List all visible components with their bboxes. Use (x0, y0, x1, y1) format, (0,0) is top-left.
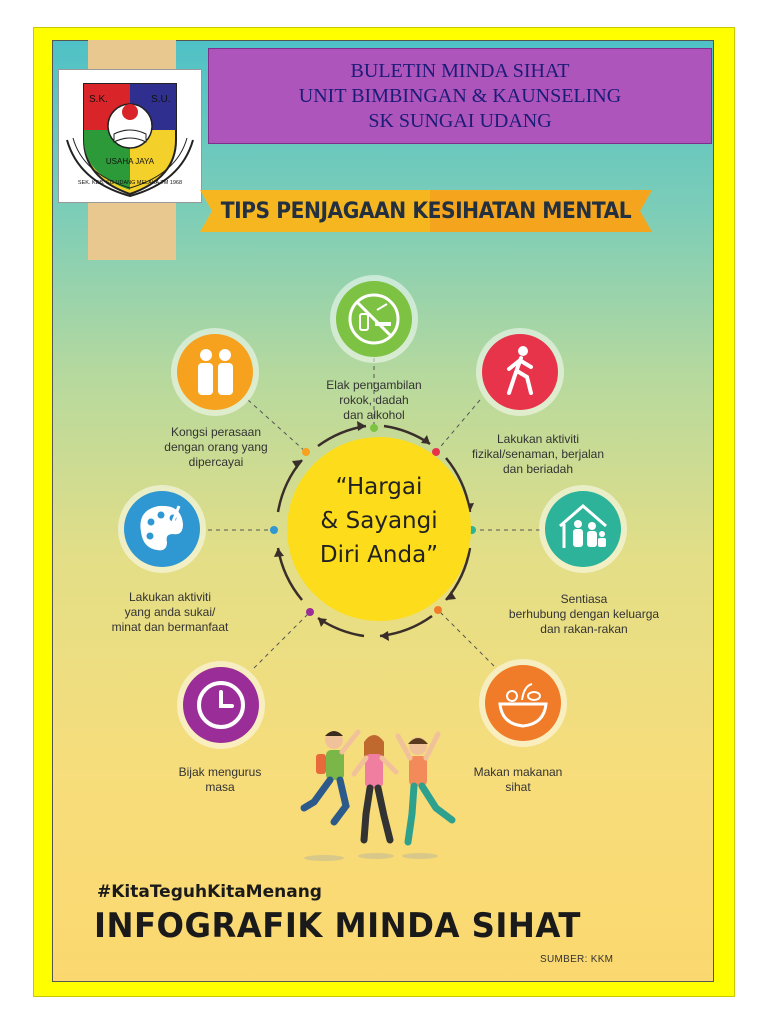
tip-6-line-1: dengan orang yang (164, 440, 268, 454)
two-people-hug-icon (170, 327, 260, 417)
family-home-icon (538, 484, 628, 574)
tip-2-line-0: Sentiasa (560, 592, 608, 606)
tip-3-line-1: sihat (505, 780, 531, 794)
clock-icon (176, 660, 266, 750)
center-slogan-line-1: “Hargai (335, 474, 423, 500)
tip-1-line-0: Lakukan aktiviti (496, 432, 580, 446)
tip-label-5 (92, 590, 248, 635)
art-palette-icon (117, 484, 207, 574)
tip-5-line-0: Lakukan aktiviti (128, 590, 212, 604)
center-slogan-line-2: & Sayangi (320, 508, 438, 534)
logo-text-tl: S.K. (89, 94, 108, 105)
tip-0-line-0: Elak pengambilan (326, 378, 422, 392)
tip-label-4 (160, 765, 280, 795)
logo-motto: USAHA JAYA (105, 157, 155, 166)
center-slogan (300, 470, 458, 572)
tip-2-line-2: dan rakan-rakan (540, 622, 628, 636)
no-smoking-drugs-alcohol-icon (329, 274, 419, 364)
tips-banner-title: TIPS PENJAGAAN KESIHATAN MENTAL (220, 198, 632, 224)
bulletin-title-line-1: BULETIN MINDA SIHAT (350, 59, 570, 82)
tip-label-6 (148, 425, 284, 470)
tip-5-line-2: minat dan bermanfaat (111, 620, 229, 634)
logo-ring-text: SEK. KEB. SG UDANG MELAKA TM 1968 (77, 180, 183, 186)
tip-3-line-0: Makan makanan (473, 765, 563, 779)
center-slogan-line-3: Diri Anda” (319, 542, 439, 568)
tip-1-line-1: fizikal/senaman, berjalan (471, 447, 605, 461)
footer-hashtag: #KitaTeguhKitaMenang (97, 882, 322, 902)
tip-label-0 (300, 378, 448, 423)
logo-text-tr: S.U. (151, 94, 171, 105)
bulletin-title-line-3: SK SUNGAI UDANG (368, 109, 552, 132)
tip-2-line-1: berhubung dengan keluarga (508, 607, 660, 621)
jumping-kids-illustration (284, 722, 464, 862)
tip-4-line-1: masa (205, 780, 235, 794)
tip-4-line-0: Bijak mengurus (178, 765, 262, 779)
tip-0-line-2: dan alkohol (343, 408, 405, 422)
tip-6-line-2: dipercayai (188, 455, 244, 469)
tip-1-line-2: dan beriadah (502, 462, 574, 476)
tip-5-line-1: yang anda sukai/ (124, 605, 216, 619)
walking-person-icon (475, 327, 565, 417)
tip-label-2 (494, 592, 674, 637)
healthy-food-bowl-icon (478, 658, 568, 748)
tip-label-1 (458, 432, 618, 477)
tip-6-line-0: Kongsi perasaan (170, 425, 262, 439)
tip-label-3 (458, 765, 578, 795)
footer-headline: INFOGRAFIK MINDA SIHAT (94, 906, 581, 946)
tip-0-line-1: rokok, dadah (339, 393, 409, 407)
bulletin-title-line-2: UNIT BIMBINGAN & KAUNSELING (298, 84, 622, 107)
footer-source: SUMBER: KKM (540, 954, 614, 965)
